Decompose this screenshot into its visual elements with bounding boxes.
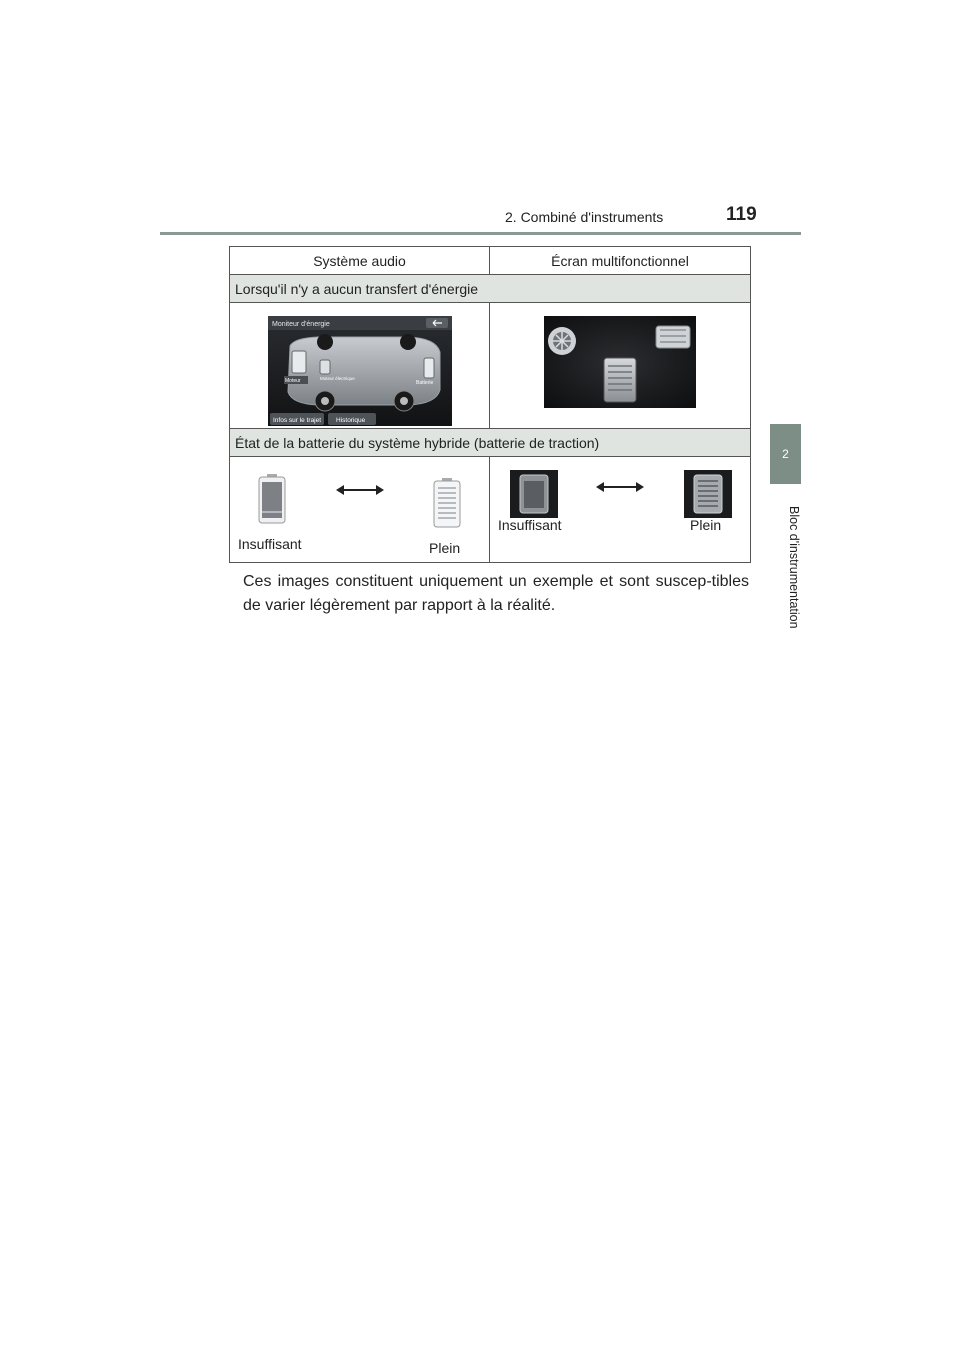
multi-battery-cell <box>490 457 750 563</box>
battery-icon <box>424 358 434 378</box>
wheel-icon <box>317 334 333 350</box>
label-engine: Moteur <box>285 378 301 384</box>
battery-low-icon <box>510 470 558 518</box>
multi-battery-low-label: Insuffisant <box>498 517 562 533</box>
label-motor: Moteur électrique <box>320 376 355 381</box>
audio-energy-monitor-screen <box>268 316 452 426</box>
trip-info-label: Infos sur le trajet <box>273 417 322 424</box>
engine-icon <box>292 351 306 373</box>
audio-screen-cell <box>230 303 490 428</box>
motor-icon <box>320 360 330 374</box>
screens-row <box>230 303 750 429</box>
double-arrow-icon <box>596 480 644 494</box>
wheel-icon <box>400 334 416 350</box>
col-header-multi: Écran multifonctionnel <box>551 252 689 269</box>
note-paragraph: Ces images constituent uniquement un exemple et sont suscep-tibles de varier légèrement par rapport à la réalité. <box>243 573 749 614</box>
wheel-icon <box>321 397 329 405</box>
battery-full-icon <box>433 478 461 528</box>
col-header-audio: Système audio <box>230 247 490 274</box>
battery-icon <box>604 358 636 402</box>
wheel-icon <box>400 397 408 405</box>
audio-battery-low-label: Insuffisant <box>238 536 302 552</box>
chapter-tab <box>770 424 801 484</box>
multi-battery-full-label: Plein <box>690 517 722 533</box>
history-label: Historique <box>336 417 366 424</box>
battery-full-icon <box>684 470 732 518</box>
double-arrow-icon <box>336 483 384 497</box>
chapter-number: 2 <box>782 447 789 461</box>
battery-low-icon <box>258 474 286 524</box>
section-title: 2. Combiné d'instruments <box>505 209 664 225</box>
band-battery-state: État de la batterie du système hybride (batterie de traction) <box>230 429 750 457</box>
screen-title: Moniteur d'énergie <box>272 321 330 328</box>
header-rule <box>160 232 801 235</box>
label-battery: Batterie <box>416 380 434 386</box>
audio-battery-cell <box>230 457 490 563</box>
chapter-label: Bloc d'instrumentation <box>787 505 801 629</box>
battery-state-row <box>230 457 750 563</box>
page-number: 119 <box>726 204 757 225</box>
car-body <box>288 337 440 405</box>
multi-display-energy-screen <box>544 316 696 408</box>
audio-battery-full-label: Plein <box>429 540 461 556</box>
band-no-energy-transfer: Lorsqu'il n'y a aucun transfert d'énergie <box>230 275 750 303</box>
energy-monitor-table <box>229 246 751 563</box>
multi-screen-cell <box>490 303 750 428</box>
table-header-row <box>230 247 750 275</box>
